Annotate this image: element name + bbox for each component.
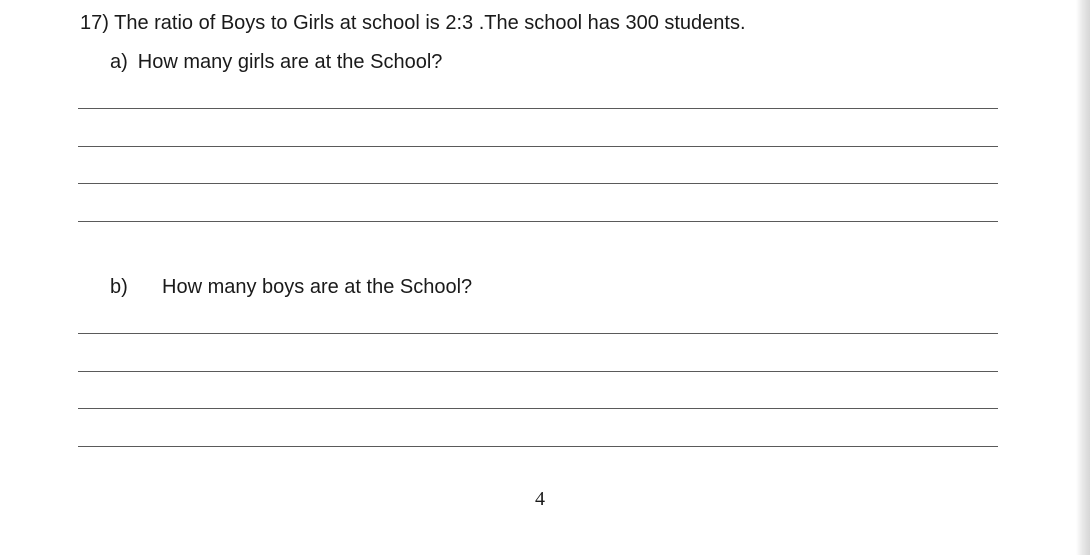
- answer-line-b-4: [78, 446, 998, 447]
- question-part-a: [110, 49, 442, 75]
- part-b-marker: b): [110, 276, 128, 298]
- answer-line-b-1: [78, 333, 998, 334]
- part-a-text: How many girls are at the School?: [137, 51, 443, 73]
- question-title: 17) The ratio of Boys to Girls at school is 2:3 .The school has 300 students.: [80, 12, 746, 34]
- answer-line-a-1: [78, 108, 998, 109]
- answer-line-b-2: [78, 371, 998, 372]
- answer-line-a-3: [78, 183, 998, 184]
- question-part-b: [110, 274, 472, 300]
- page-edge-shadow: [1076, 0, 1090, 555]
- answer-line-a-4: [78, 221, 998, 222]
- page-number: 4: [535, 488, 545, 510]
- answer-line-a-2: [78, 146, 998, 147]
- answer-line-b-3: [78, 408, 998, 409]
- part-a-marker: a): [110, 51, 128, 73]
- part-b-text: How many boys are at the School?: [162, 276, 473, 298]
